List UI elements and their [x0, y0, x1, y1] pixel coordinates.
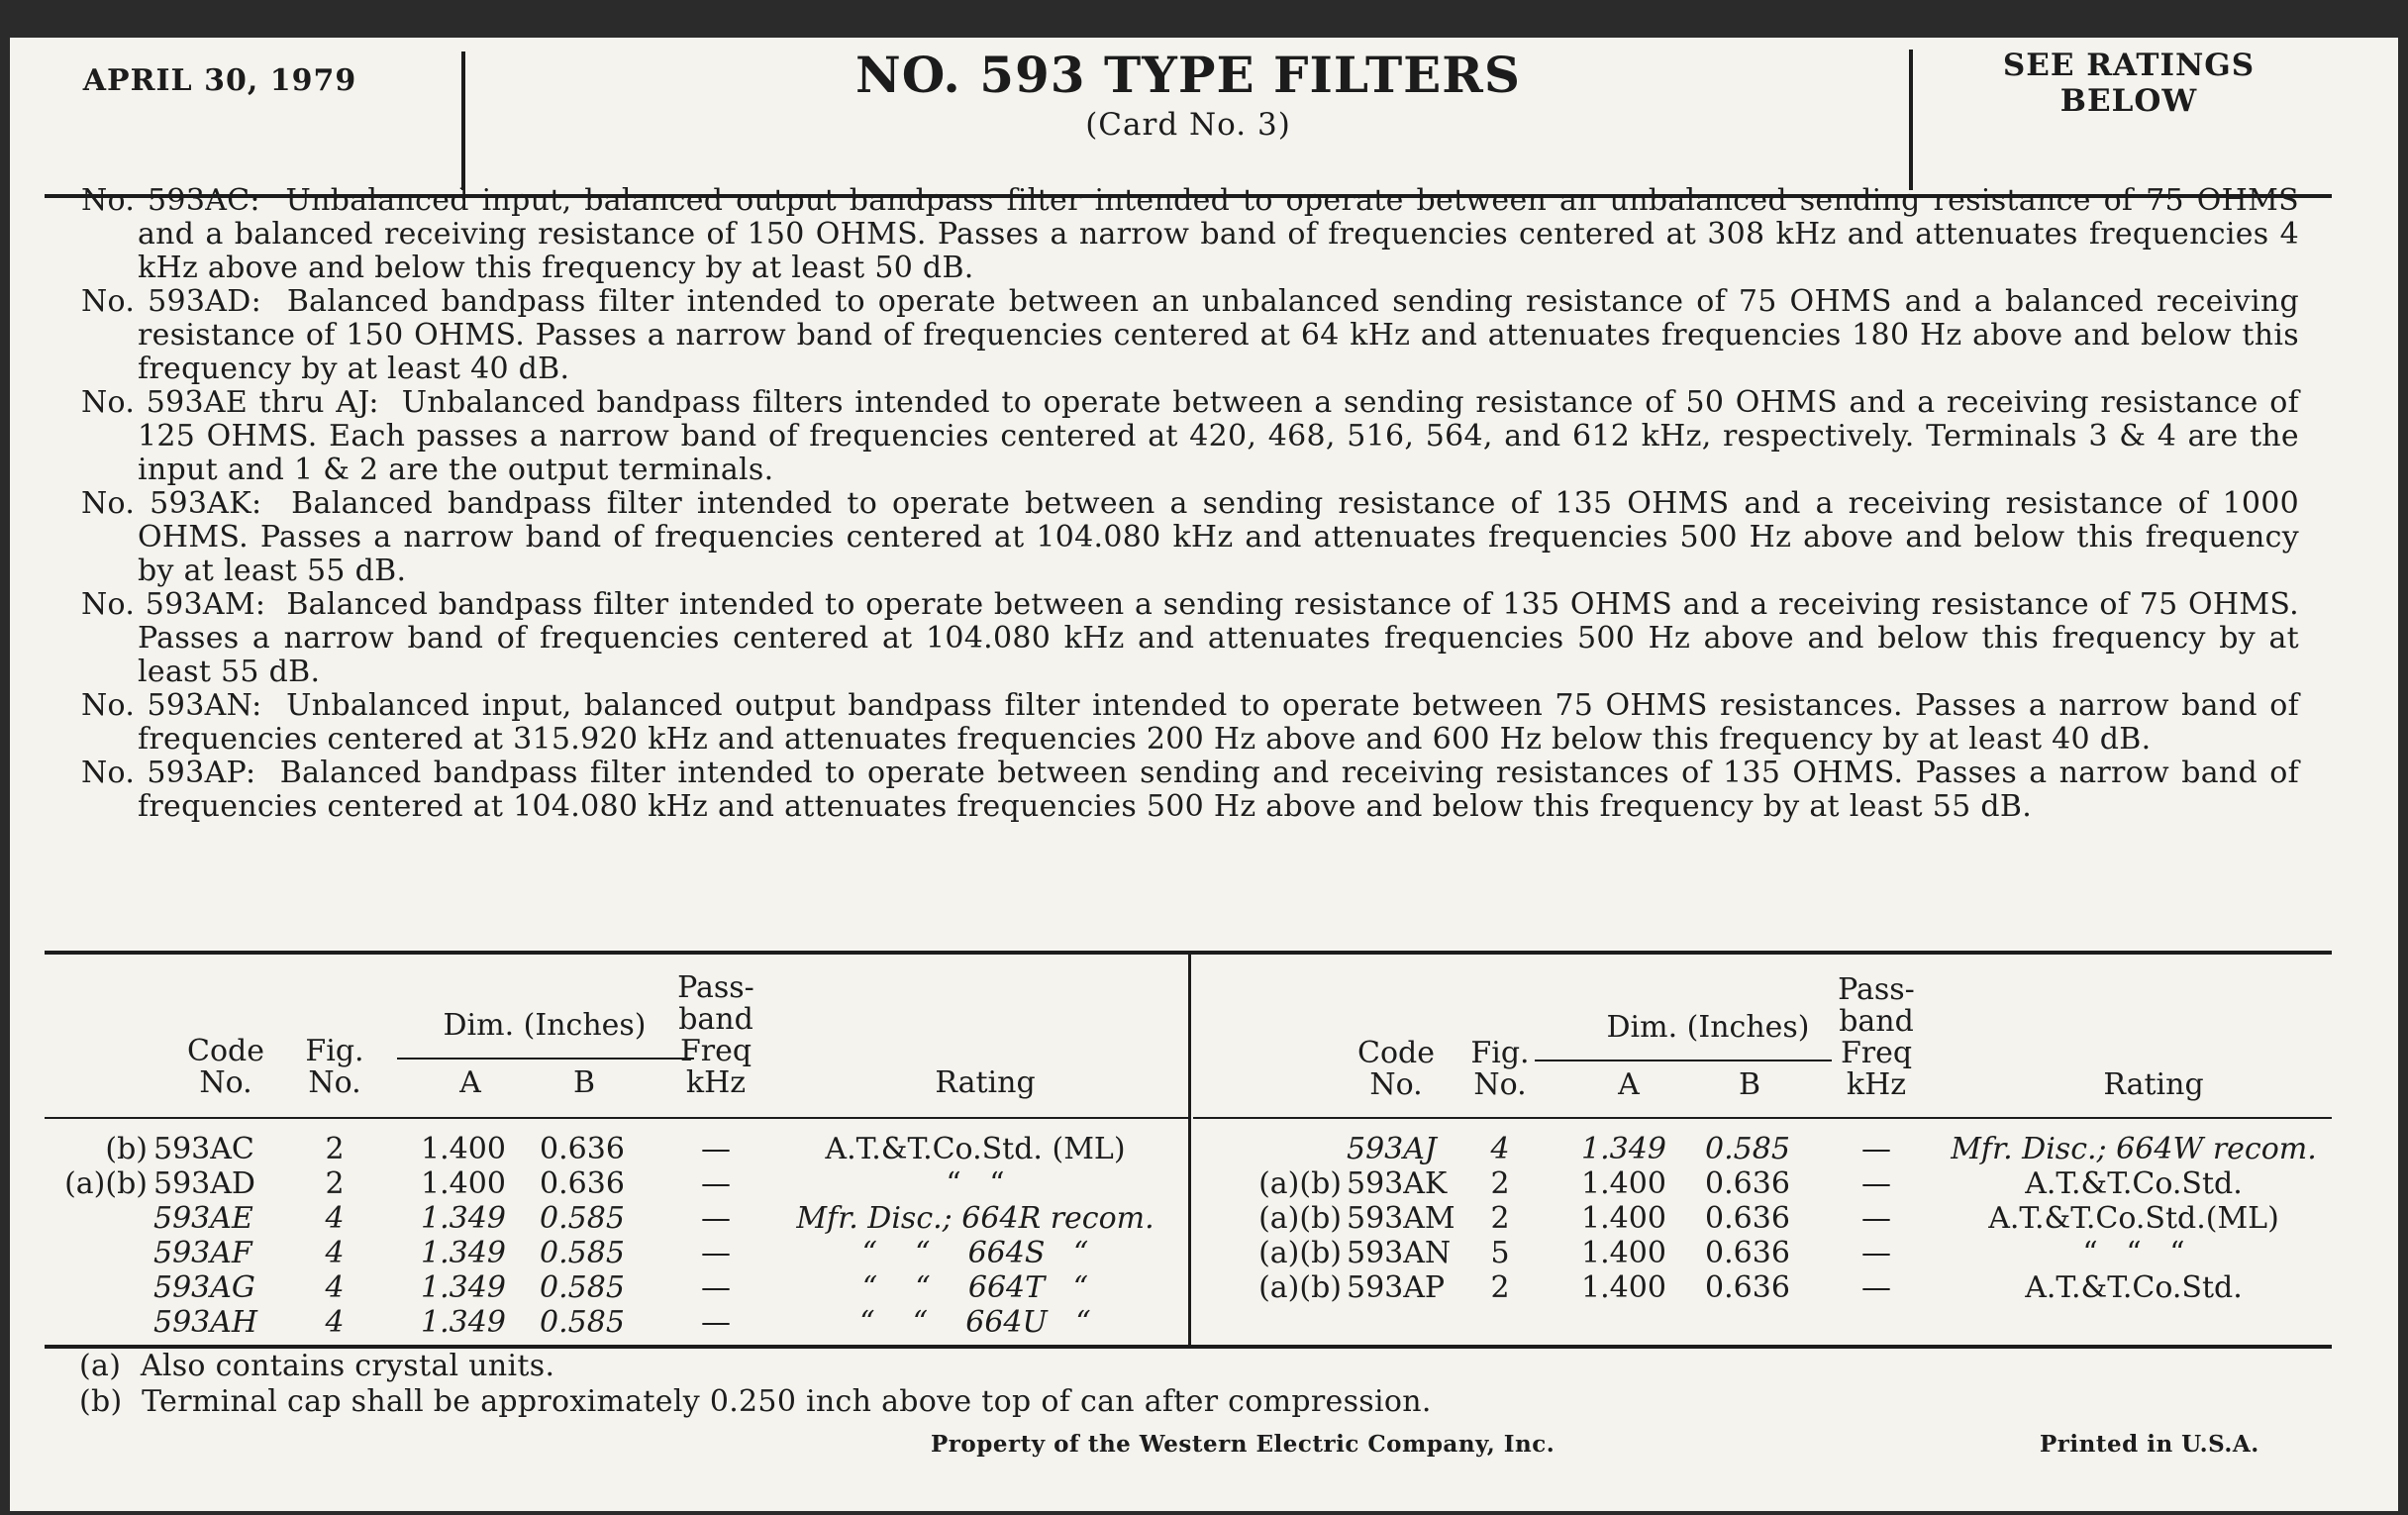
cell-freq: —	[1861, 1132, 1891, 1166]
dim-header-rule	[397, 1058, 694, 1060]
cell-dim-a: 1.400	[1581, 1270, 1666, 1305]
cell-dim-b: 0.585	[540, 1270, 625, 1305]
cell-rating: A.T.&T.Co.Std.(ML)	[1988, 1201, 2279, 1236]
col-fig-header: Fig. No.	[305, 1034, 364, 1100]
table-row	[1193, 1132, 2332, 1166]
cell-code: 593AH	[153, 1305, 258, 1340]
cell-dim-b: 0.636	[1705, 1166, 1790, 1201]
col-rating-header: Rating	[935, 1065, 1036, 1100]
cell-fig: 4	[325, 1236, 345, 1270]
cell-code: 593AE	[153, 1201, 253, 1236]
cell-code: 593AJ	[1347, 1132, 1437, 1166]
cell-dim-a: 1.400	[1581, 1236, 1666, 1270]
col-code-header: Code No.	[187, 1034, 264, 1100]
desc-593ak	[81, 487, 2299, 588]
table-row	[45, 1305, 1188, 1340]
cell-rating: “ “ 664T “	[861, 1270, 1089, 1305]
card-number: (Card No. 3)	[1085, 107, 1291, 143]
table-header-rule	[1193, 1117, 2332, 1119]
cell-fig: 5	[1490, 1236, 1510, 1270]
table-header-rule	[45, 1117, 1188, 1119]
cell-dim-b: 0.585	[540, 1201, 625, 1236]
desc-text: Balanced bandpass filter intended to operate between sending and receiving resistances of 135 OHMS. Passes a narrow band of frequencies centered at 104.080 kHz and attenuates frequencies 500 Hz above and below this frequency by at least 55 dB.	[138, 756, 2299, 824]
desc-code: No. 593AE thru AJ:	[81, 385, 379, 420]
desc-code: No. 593AC:	[81, 183, 260, 218]
cell-freq: —	[701, 1132, 731, 1166]
cell-dim-b: 0.636	[540, 1132, 625, 1166]
desc-text: Balanced bandpass filter intended to operate between an unbalanced sending resistance of 75 OHMS and a balanced receiving resistance of 150 OHMS. Passes a narrow band of frequencies centered at 64 kHz and attenuates frequencies 180 Hz above and below this frequency by at least 40 dB.	[138, 284, 2299, 386]
desc-text: Unbalanced input, balanced output bandpass filter intended to operate between 75 OHMS resistances. Passes a narrow band of frequencies centered at 315.920 kHz and attenuates frequencies 200 Hz above and 600 Hz below this frequency by at least 40 dB.	[138, 688, 2299, 757]
cell-note: (a)(b)	[1258, 1166, 1342, 1201]
cell-note: (a)(b)	[64, 1166, 148, 1201]
footnote-a: (a) Also contains crystal units.	[79, 1349, 555, 1383]
table-row	[1193, 1201, 2332, 1236]
cell-freq: —	[701, 1166, 731, 1201]
cell-fig: 4	[325, 1305, 345, 1340]
cell-rating: Mfr. Disc.; 664W recom.	[1951, 1132, 2317, 1166]
cell-dim-b: 0.636	[540, 1166, 625, 1201]
col-code-header: Code No.	[1357, 1036, 1435, 1102]
cell-fig: 4	[325, 1270, 345, 1305]
cell-note: (b)	[105, 1132, 148, 1166]
cell-rating: “ “	[946, 1166, 1005, 1201]
desc-text: Unbalanced input, balanced output bandpass filter intended to operate between an unbalanced sending resistance of 75 OHMS and a balanced receiving resistance of 150 OHMS. Passes a narrow band of frequencies centered at 308 kHz and attenuates frequencies 4 kHz above and below this frequency by at least 50 dB.	[138, 183, 2299, 285]
desc-code: No. 593AD:	[81, 284, 262, 319]
table-row	[45, 1236, 1188, 1270]
cell-code: 593AD	[153, 1166, 255, 1201]
footnote-b: (b) Terminal cap shall be approximately 0.250 inch above top of can after compression.	[79, 1384, 1432, 1419]
cell-code: 593AG	[153, 1270, 255, 1305]
cell-freq: —	[1861, 1201, 1891, 1236]
desc-code: No. 593AM:	[81, 587, 266, 622]
table-row	[1193, 1166, 2332, 1201]
desc-text: Balanced bandpass filter intended to operate between a sending resistance of 135 OHMS and a receiving resistance of 1000 OHMS. Passes a narrow band of frequencies centered at 104.080 kHz and attenuates frequencies 500 Hz above and below this frequency by at least 55 dB.	[138, 486, 2299, 588]
cell-fig: 2	[325, 1132, 345, 1166]
desc-code: No. 593AP:	[81, 756, 256, 790]
cell-rating: “ “ 664S “	[861, 1236, 1089, 1270]
col-dim-header: Dim. (Inches)	[1606, 1010, 1810, 1045]
desc-593an	[81, 689, 2299, 757]
table-row	[45, 1270, 1188, 1305]
cell-dim-b: 0.636	[1705, 1270, 1790, 1305]
printed-notice: Printed in U.S.A.	[2040, 1431, 2259, 1458]
cell-dim-a: 1.349	[421, 1236, 506, 1270]
cell-rating: A.T.&T.Co.Std.	[2025, 1270, 2243, 1305]
cell-dim-b: 0.585	[540, 1305, 625, 1340]
col-freq-header: Pass- band Freq kHz	[677, 970, 754, 1100]
cell-freq: —	[701, 1236, 731, 1270]
table-row	[45, 1166, 1188, 1201]
desc-code: No. 593AK:	[81, 486, 262, 521]
see-ratings-line1: SEE RATINGS	[2002, 48, 2256, 83]
cell-dim-b: 0.636	[1705, 1201, 1790, 1236]
desc-code: No. 593AN:	[81, 688, 262, 723]
cell-fig: 2	[1490, 1166, 1510, 1201]
cell-fig: 4	[1490, 1132, 1510, 1166]
cell-rating: A.T.&T.Co.Std.	[2025, 1166, 2243, 1201]
cell-note: (a)(b)	[1258, 1270, 1342, 1305]
cell-freq: —	[1861, 1270, 1891, 1305]
cell-freq: —	[701, 1201, 731, 1236]
table-row	[45, 1201, 1188, 1236]
cell-code: 593AK	[1347, 1166, 1448, 1201]
cell-fig: 2	[1490, 1201, 1510, 1236]
cell-rating: “ “ “	[2082, 1236, 2185, 1270]
col-fig-header: Fig. No.	[1470, 1036, 1530, 1102]
desc-593ae-aj	[81, 386, 2299, 487]
cell-rating: “ “ 664U “	[859, 1305, 1091, 1340]
desc-text: Balanced bandpass filter intended to operate between a sending resistance of 135 OHMS and a receiving resistance of 75 OHMS. Passes a narrow band of frequencies centered at 104.080 kHz and attenuates frequencies 500 Hz above and below this frequency by at least 55 dB.	[138, 587, 2299, 689]
cell-dim-a: 1.349	[1581, 1132, 1666, 1166]
cell-dim-b: 0.585	[1705, 1132, 1790, 1166]
cell-freq: —	[701, 1270, 731, 1305]
cell-dim-a: 1.400	[421, 1166, 506, 1201]
table-row	[1193, 1236, 2332, 1270]
desc-593ad	[81, 285, 2299, 386]
dim-header-rule	[1535, 1060, 1832, 1061]
filter-descriptions	[81, 184, 2299, 824]
cell-code: 593AP	[1347, 1270, 1446, 1305]
table-row	[45, 1132, 1188, 1166]
cell-fig: 4	[325, 1201, 345, 1236]
cell-fig: 2	[325, 1166, 345, 1201]
desc-593ap	[81, 757, 2299, 824]
cell-freq: —	[1861, 1236, 1891, 1270]
cell-code: 593AF	[153, 1236, 252, 1270]
cell-code: 593AM	[1347, 1201, 1455, 1236]
footnotes	[79, 1349, 1432, 1420]
col-a-header: A	[459, 1065, 481, 1100]
cell-note: (a)(b)	[1258, 1236, 1342, 1270]
header-divider-right	[1909, 50, 1913, 190]
cell-dim-a: 1.349	[421, 1270, 506, 1305]
col-b-header: B	[572, 1065, 596, 1100]
page-title: NO. 593 TYPE FILTERS	[855, 46, 1521, 104]
cell-code: 593AC	[153, 1132, 254, 1166]
cell-dim-a: 1.349	[421, 1305, 506, 1340]
cell-dim-a: 1.349	[421, 1201, 506, 1236]
cell-freq: —	[701, 1305, 731, 1340]
cell-rating: A.T.&T.Co.Std. (ML)	[825, 1132, 1126, 1166]
card-date: APRIL 30, 1979	[82, 63, 357, 98]
cell-dim-a: 1.400	[421, 1132, 506, 1166]
cell-freq: —	[1861, 1166, 1891, 1201]
cell-rating: Mfr. Disc.; 664R recom.	[796, 1201, 1154, 1236]
cell-dim-a: 1.400	[1581, 1201, 1666, 1236]
desc-593ac	[81, 184, 2299, 285]
cell-dim-a: 1.400	[1581, 1166, 1666, 1201]
see-ratings-note	[1921, 48, 2337, 119]
cell-fig: 2	[1490, 1270, 1510, 1305]
cell-dim-b: 0.585	[540, 1236, 625, 1270]
col-a-header: A	[1618, 1067, 1640, 1102]
table-row	[1193, 1270, 2332, 1305]
col-dim-header: Dim. (Inches)	[443, 1008, 647, 1043]
property-notice: Property of the Western Electric Company, Inc.	[931, 1431, 1555, 1458]
col-freq-header: Pass- band Freq kHz	[1838, 972, 1915, 1102]
col-rating-header: Rating	[2103, 1067, 2204, 1102]
col-b-header: B	[1738, 1067, 1761, 1102]
cell-dim-b: 0.636	[1705, 1236, 1790, 1270]
cell-code: 593AN	[1347, 1236, 1452, 1270]
desc-593am	[81, 588, 2299, 689]
cell-note: (a)(b)	[1258, 1201, 1342, 1236]
see-ratings-line2: BELOW	[2059, 83, 2198, 119]
desc-text: Unbalanced bandpass filters intended to operate between a sending resistance of 50 OHMS and a receiving resistance of 125 OHMS. Each passes a narrow band of frequencies centered at 420, 468, 516, 564, and 612 kHz, respectively. Terminals 3 & 4 are the input and 1 & 2 are the output terminals.	[138, 385, 2299, 487]
